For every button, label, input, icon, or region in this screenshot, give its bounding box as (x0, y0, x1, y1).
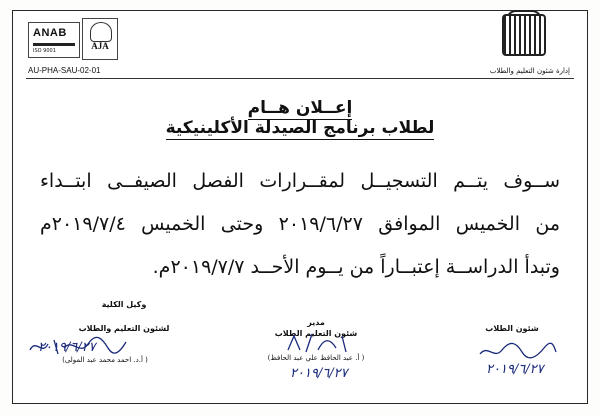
signature-2-scribble-icon (284, 332, 354, 356)
aja-logo (82, 18, 118, 60)
signature-2-name: ( أ. عبد الحافظ علي عبد الحافظ) (267, 354, 365, 362)
signature-2-date: ٢٠١٩/٦/٢٧ (290, 366, 348, 381)
signature-3-name: ( أ.د. احمد محمد عبد المولى) (62, 356, 148, 364)
signature-2-title: مدير (307, 318, 325, 327)
department-name: إدارة شئون التعليم والطلاب (489, 67, 570, 75)
anab-logo (28, 22, 80, 58)
header-divider (26, 78, 574, 79)
anab-logo-stripe (33, 43, 75, 46)
signature-1-title: شئون الطلاب (485, 324, 539, 333)
signature-3-date: ٢٠١٩/٦/٢٧ (38, 340, 96, 355)
announcement-line-1: ســوف يتــم التسجيــل لمقــرارات الفصل الصيفــى ابتــداء (40, 170, 560, 192)
aja-seal-icon (90, 22, 112, 42)
announcement-subtitle (0, 118, 600, 138)
announcement-line-3: وتبدأ الدراســة إعتبــاراً من يــوم الأحــد ٢٠١٩/٧/٧م. (152, 256, 560, 278)
signature-2-subtitle: شئون التعليم الطلاب (274, 329, 358, 338)
signature-3-title: وكيل الكلية (101, 300, 147, 309)
signature-1-scribble-icon (478, 340, 558, 362)
signature-1-date: ٢٠١٩/٦/٢٧ (486, 362, 544, 377)
announcement-line-2: من الخميس الموافق ٢٠١٩/٦/٢٧ وحتى الخميس ٢٠١٩/٧/٤م (40, 213, 560, 235)
anab-logo-text: ANAB (33, 27, 67, 39)
announcement-title (0, 98, 600, 118)
announcement-subtitle-text: لطلاب برنامج الصيدلة الأكلينيكية (165, 118, 435, 138)
crest-building-icon (502, 14, 546, 56)
aja-logo-text: AJA (91, 41, 109, 51)
announcement-title-text: إعــلان هــام (247, 98, 353, 118)
signature-3-subtitle: لشئون التعليم والطلاب (78, 324, 170, 333)
university-crest-logo (472, 14, 572, 54)
document-code: AU-PHA-SAU-02-01 (28, 66, 101, 75)
anab-logo-subtext: ISO 9001 (33, 48, 56, 54)
